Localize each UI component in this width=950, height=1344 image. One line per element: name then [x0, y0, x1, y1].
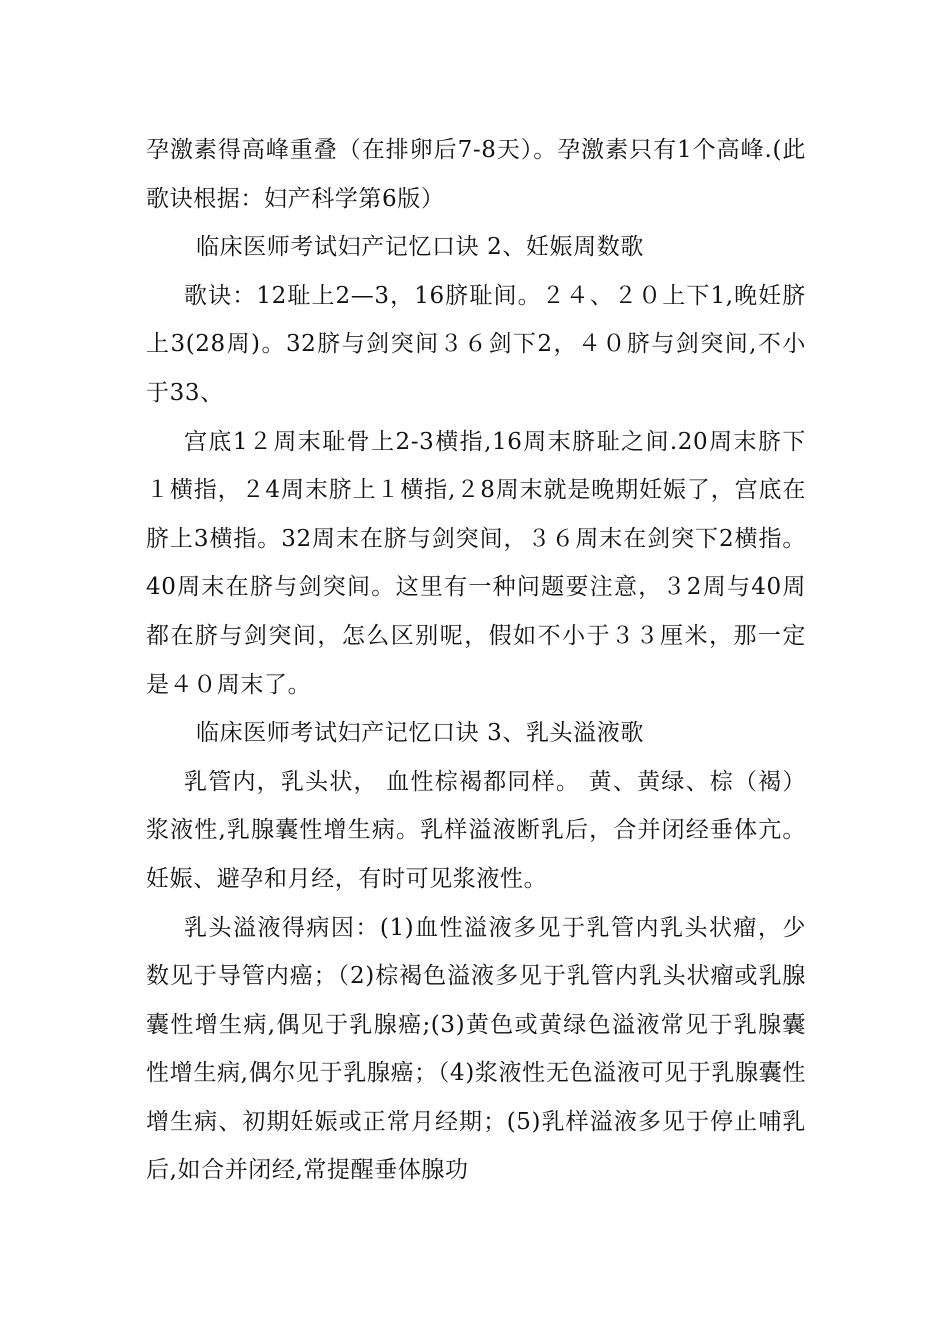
paragraph-progesterone-peak: 孕激素得高峰重叠（在排卵后7-8天）。孕激素只有1个高峰.(此歌诀根据：妇产科学第6版）: [146, 137, 806, 212]
paragraph-nipple-discharge-verse: 乳管内，乳头状， 血性棕褐都同样。 黄、黄绿、棕（褐）浆液性,乳腺囊性增生病。乳样溢液断乳后，合并闭经垂体亢。妊娠、避孕和月经，有时可见浆液性。: [146, 768, 806, 892]
paragraph-fundal-height: 宫底1２周末耻骨上2-3横指,16周末脐耻之间.20周末脐下１横指，２4周末脐上１横指,２8周末就是晚期妊娠了，宫底在脐上3横指。32周末在脐与剑突间，３６周末在剑突下2横指。40周末在脐与剑突间。这里有一种问题要注意，３2周与40周都在脐与剑突间，怎么区别呢，假如不小于３３厘米，那一定是４０周末了。: [146, 428, 806, 698]
heading-pregnancy-weeks-song: 临床医师考试妇产记忆口诀 2、妊娠周数歌: [196, 234, 644, 261]
document-page: [146, 126, 806, 1195]
paragraph-nipple-discharge-causes: 乳头溢液得病因：(1)血性溢液多见于乳管内乳头状瘤，少数见于导管内癌；（2)棕褐色溢液多见于乳管内乳头状瘤或乳腺囊性增生病,偶见于乳腺癌;(3)黄色或黄绿色溢液常见于乳腺囊性增生病,偶尔见于乳腺癌；（4)浆液性无色溢液可见于乳腺囊性增生病、初期妊娠或正常月经期；(5)乳样溢液多见于停止哺乳后,如合并闭经,常提醒垂体腺功: [146, 914, 806, 1184]
paragraph-pregnancy-weeks-verse: 歌诀：12耻上2—3，16脐耻间。２４、２０上下1,晚妊脐上3(28周)。32脐与剑突间３６剑下2，４０脐与剑突间,不小于33、: [146, 282, 806, 406]
heading-nipple-discharge-song: 临床医师考试妇产记忆口诀 3、乳头溢液歌: [196, 720, 644, 747]
